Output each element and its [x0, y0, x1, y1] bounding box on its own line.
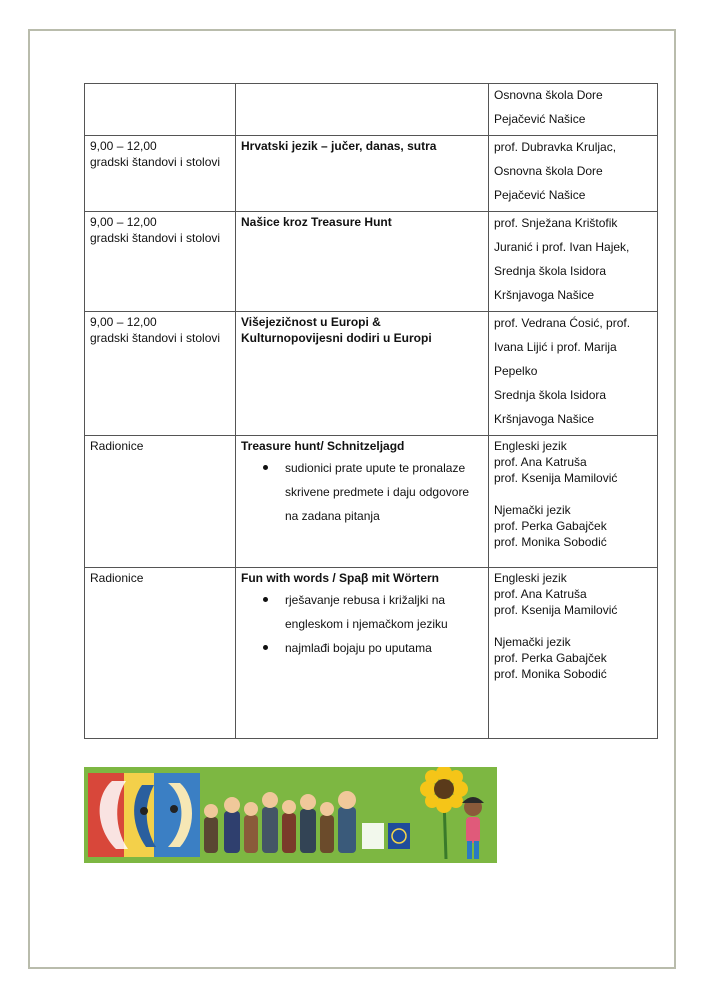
activity-bullets	[241, 588, 483, 660]
activity-title: Višejezičnost u Europi &	[241, 315, 381, 329]
language-label: Njemački jezik	[494, 635, 571, 649]
time-text: 9,00 – 12,00	[90, 315, 157, 329]
time-cell	[85, 84, 236, 136]
activity-bullets	[241, 456, 483, 528]
language-label: Engleski jezik	[494, 571, 567, 585]
activity-title: Hrvatski jezik – jučer, danas, sutra	[241, 139, 437, 153]
contact-line: Pejačević Našice	[494, 188, 586, 202]
table-row	[85, 84, 658, 136]
contact-line: prof. Monika Sobodić	[494, 535, 607, 549]
session-type: Radionice	[90, 439, 144, 453]
activity-cell	[236, 212, 489, 312]
contact-cell	[489, 84, 658, 136]
list-item: najmlađi bojaju po uputama	[285, 636, 483, 660]
time-cell	[85, 436, 236, 568]
contact-line: Kršnjavoga Našice	[494, 412, 595, 426]
list-item: sudionici prate upute te pronalaze skrivene predmete i daju odgovore na zadana pitanja	[285, 456, 483, 528]
list-item: rješavanje rebusa i križaljki na engleskom i njemačkom jeziku	[285, 588, 483, 636]
activity-title-line2: Kulturnopovijesni dodiri u Europi	[241, 331, 432, 345]
contact-line: prof. Vedrana Ćosić, prof.	[494, 316, 631, 330]
activity-cell	[236, 136, 489, 212]
contact-line: Srednja škola Isidora	[494, 388, 607, 402]
bullet-icon	[263, 645, 268, 650]
activity-title: Treasure hunt/ Schnitzeljagd	[241, 439, 405, 453]
time-cell	[85, 212, 236, 312]
time-cell	[85, 312, 236, 436]
time-cell	[85, 136, 236, 212]
contact-cell	[489, 136, 658, 212]
contact-line: Pepelko	[494, 364, 538, 378]
table-row	[85, 312, 658, 436]
contact-line: Juranić i prof. Ivan Hajek,	[494, 240, 630, 254]
council-of-europe-logo-icon	[388, 823, 410, 849]
language-label: Engleski jezik	[494, 439, 567, 453]
contact-line: Pejačević Našice	[494, 112, 586, 126]
ejezika-logo-icon	[362, 823, 384, 849]
contact-line: prof. Ksenija Mamilović	[494, 471, 618, 485]
bullet-icon	[263, 597, 268, 602]
contact-cell	[489, 312, 658, 436]
table-row	[85, 436, 658, 568]
table-row	[85, 568, 658, 739]
contact-cell	[489, 212, 658, 312]
language-faces-logo-icon	[88, 773, 200, 857]
activity-cell	[236, 84, 489, 136]
contact-line: prof. Perka Gabajček	[494, 519, 607, 533]
contact-line: Ivana Lijić i prof. Marija	[494, 340, 617, 354]
table-row	[85, 212, 658, 312]
location-text: gradski štandovi i stolovi	[90, 231, 221, 245]
schedule-table	[84, 83, 658, 739]
bullet-icon	[263, 465, 268, 470]
contact-cell	[489, 568, 658, 739]
language-label: Njemački jezik	[494, 503, 571, 517]
contact-cell	[489, 436, 658, 568]
contact-line: prof. Monika Sobodić	[494, 667, 607, 681]
contact-line: prof. Snježana Krištofik	[494, 216, 618, 230]
activity-cell	[236, 436, 489, 568]
session-type: Radionice	[90, 571, 144, 585]
contact-line: Kršnjavoga Našice	[494, 288, 595, 302]
activity-cell	[236, 568, 489, 739]
time-text: 9,00 – 12,00	[90, 215, 157, 229]
time-cell	[85, 568, 236, 739]
activity-title: Fun with words / Spaβ mit Wörtern	[241, 571, 439, 585]
activity-cell	[236, 312, 489, 436]
contact-line: prof. Ana Katruša	[494, 455, 587, 469]
contact-line: Osnovna škola Dore	[494, 88, 603, 102]
activity-title: Našice kroz Treasure Hunt	[241, 215, 392, 229]
contact-line: Srednja škola Isidora	[494, 264, 607, 278]
contact-line: prof. Ksenija Mamilović	[494, 603, 618, 617]
contact-line: Osnovna škola Dore	[494, 164, 603, 178]
event-banner	[84, 767, 497, 863]
location-text: gradski štandovi i stolovi	[90, 331, 221, 345]
contact-line: prof. Perka Gabajček	[494, 651, 607, 665]
location-text: gradski štandovi i stolovi	[90, 155, 221, 169]
contact-line: prof. Ana Katruša	[494, 587, 587, 601]
contact-line: prof. Dubravka Kruljac,	[494, 140, 617, 154]
table-row	[85, 136, 658, 212]
time-text: 9,00 – 12,00	[90, 139, 157, 153]
